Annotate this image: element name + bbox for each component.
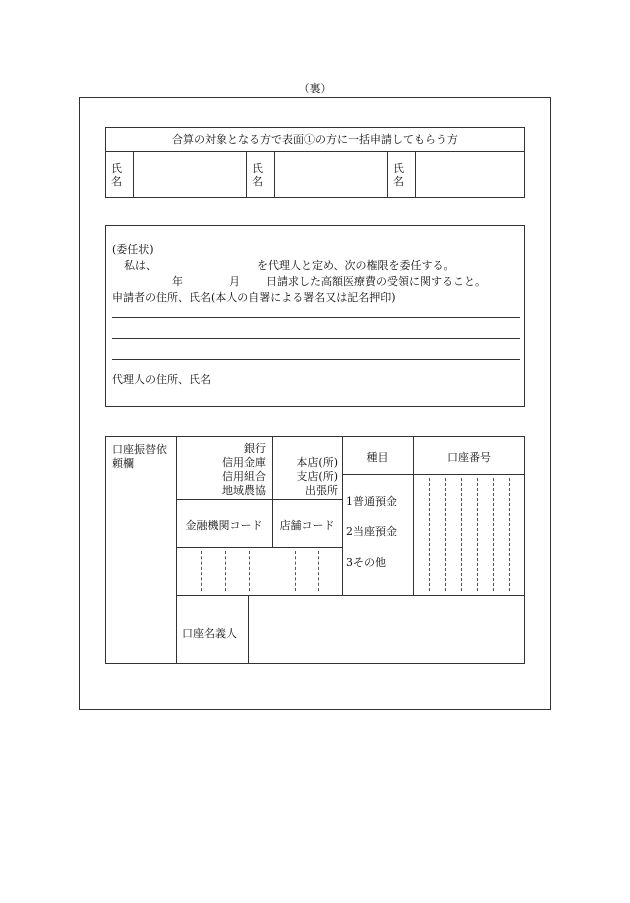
bank-type-bank: 銀行 — [244, 442, 266, 455]
bank-transfer-table — [105, 436, 525, 664]
agent-address-field[interactable] — [216, 368, 520, 398]
branch-code-label: 店舗コード — [279, 519, 335, 532]
account-holder-field[interactable] — [249, 596, 525, 664]
digit-divider — [493, 478, 494, 591]
request-day-field[interactable] — [243, 271, 265, 285]
name-field-3[interactable] — [416, 152, 524, 197]
account-type-other[interactable]: 3その他 — [346, 556, 386, 569]
name-label-text: 氏名 — [393, 162, 404, 188]
power-of-attorney-box — [105, 225, 525, 407]
account-holder-label: 口座名義人 — [182, 627, 237, 640]
institution-code-label: 金融機関コード — [185, 519, 263, 532]
name-field-2[interactable] — [275, 152, 387, 197]
name-label-3 — [388, 152, 416, 197]
institution-code-field[interactable] — [176, 547, 272, 595]
digit-divider — [429, 478, 430, 591]
poa-title: (委任状) — [112, 243, 154, 256]
bank-type-nokyo: 地域農協 — [222, 484, 266, 497]
bank-transfer-label-1: 口座振替依 — [112, 443, 167, 456]
bank-type-shinkin: 信用金庫 — [222, 456, 266, 469]
agent-name-field[interactable] — [162, 255, 254, 269]
branch-type-main: 本店(所) — [296, 456, 338, 469]
name-label-text: 氏名 — [111, 162, 122, 188]
signature-line — [112, 317, 520, 318]
applicant-address-field[interactable] — [112, 304, 520, 360]
year-label: 年 — [172, 275, 183, 288]
digit-divider — [509, 478, 510, 591]
digit-divider — [201, 551, 202, 591]
poa-line1-suffix: を代理人と定め、次の権限を委任する。 — [257, 259, 455, 272]
bank-transfer-label-2: 頼欄 — [112, 457, 134, 470]
poa-line1-prefix: 私は、 — [124, 259, 157, 272]
request-month-field[interactable] — [186, 271, 226, 285]
name-label-text: 氏名 — [252, 162, 263, 188]
name-field-1[interactable] — [134, 152, 246, 197]
digit-divider — [318, 551, 319, 591]
request-year-field[interactable] — [126, 271, 170, 285]
signature-line — [112, 338, 520, 339]
branch-type-branch: 支店(所) — [296, 470, 338, 483]
page-title: （裏） — [298, 82, 332, 95]
applicant-label: 申請者の住所、氏名(本人の自署による署名又は記名押印) — [112, 291, 396, 304]
name-label-2 — [247, 152, 275, 197]
digit-divider — [225, 551, 226, 591]
branch-type-sub: 出張所 — [305, 484, 338, 497]
branch-code-field[interactable] — [272, 547, 342, 595]
account-number-header: 口座番号 — [447, 451, 491, 464]
bank-type-shinkumi: 信用組合 — [222, 470, 266, 483]
digit-divider — [461, 478, 462, 591]
name-label-1 — [106, 152, 134, 197]
account-type-ordinary[interactable]: 1普通預金 — [346, 495, 397, 508]
digit-divider — [295, 551, 296, 591]
joint-application-header: 合算の対象となる方で表面①の方に一括申請してもらう方 — [106, 128, 524, 152]
digit-divider — [249, 551, 250, 591]
name-row — [106, 152, 524, 197]
month-label: 月 — [229, 275, 240, 288]
joint-application-table — [105, 127, 525, 198]
account-type-current[interactable]: 2当座預金 — [346, 525, 397, 538]
account-type-header: 種目 — [366, 451, 389, 464]
signature-line — [112, 359, 520, 360]
digit-divider — [445, 478, 446, 591]
divider — [176, 499, 342, 500]
digit-divider — [477, 478, 478, 591]
agent-label: 代理人の住所、氏名 — [112, 373, 211, 386]
poa-line2-suffix: 日請求した高額医療費の受領に関すること。 — [266, 275, 486, 288]
